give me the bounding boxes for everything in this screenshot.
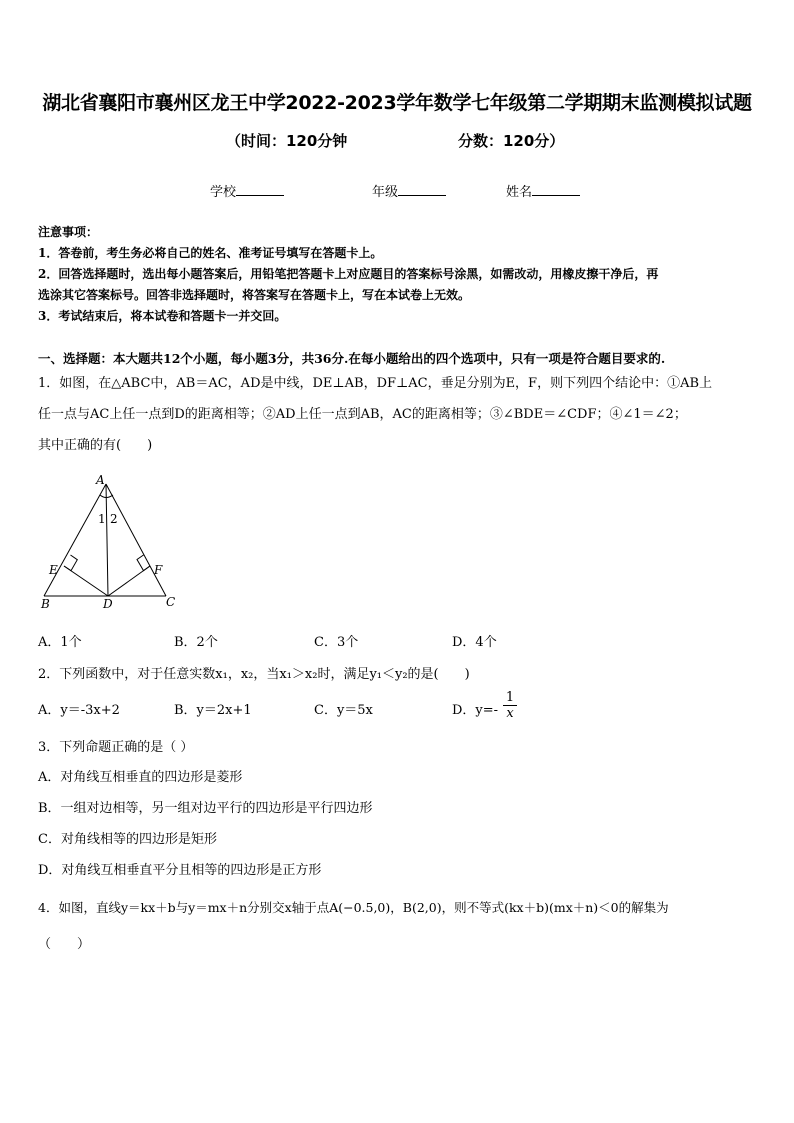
q1-option-d: D．4个 (452, 635, 497, 650)
school-field (210, 181, 284, 200)
label-a: A (96, 473, 105, 487)
label-c: C (166, 595, 176, 609)
label-d: D (103, 597, 113, 611)
q3-option-c: C．对角线相等的四边形是矩形 (38, 832, 217, 847)
q2-option-d (452, 701, 498, 721)
grade-label: 年级 (372, 185, 399, 200)
q2-option-c: C．y＝5x (314, 703, 373, 718)
side-ac (106, 484, 166, 596)
q2-option-b: B．y＝2x+1 (174, 703, 252, 718)
label-f: F (154, 563, 163, 577)
exam-title: 湖北省襄阳市襄州区龙王中学2022-2023学年数学七年级第二学期期末监测模拟试题 (42, 92, 752, 114)
name-blank (532, 183, 580, 196)
q4-stem: 4．如图，直线y＝kx＋b与y＝mx＋n分别交x轴于点A(−0.5,0)，B(2,0)，则不等式(kx＋b)(mx＋n)＜0的解集为 (38, 900, 669, 915)
name-field (506, 181, 580, 200)
q3-option-d: D．对角线互相垂直平分且相等的四边形是正方形 (38, 863, 322, 878)
median-ad (106, 484, 108, 596)
fraction-numerator: 1 (503, 690, 517, 706)
right-angle-mark-e (64, 555, 77, 571)
note-item: 选涂其它答案标号。回答非选择题时，将答案写在答题卡上，写在本试卷上无效。 (38, 288, 471, 302)
fraction-denominator: x (506, 706, 514, 721)
section-heading: 一、选择题：本大题共12个小题，每小题3分，共36分.在每小题给出的四个选项中，只有一项是符合题目要求的. (38, 351, 666, 366)
q3-option-b: B．一组对边相等，另一组对边平行的四边形是平行四边形 (38, 801, 373, 816)
q1-option-a: A．1个 (38, 635, 82, 650)
side-ab (44, 484, 106, 596)
q2-option-d-prefix: D．y=- (452, 703, 499, 718)
label-b: B (41, 597, 50, 611)
grade-field (372, 181, 446, 200)
name-label: 姓名 (506, 185, 533, 200)
school-blank (236, 183, 284, 196)
label-angle-2: 2 (110, 512, 118, 526)
q3-option-a: A．对角线互相垂直的四边形是菱形 (38, 770, 243, 785)
exam-time: （时间：120分钟 (226, 132, 348, 150)
q4-answer-paren: （ ） (38, 937, 91, 952)
note-item: 1．答卷前，考生务必将自己的姓名、准考证号填写在答题卡上。 (38, 246, 383, 260)
label-angle-1: 1 (98, 512, 106, 526)
exam-score: 分数：120分） (458, 132, 565, 150)
note-item: 3．考试结束后，将本试卷和答题卡一并交回。 (38, 309, 287, 323)
q1-option-c: C．3个 (314, 635, 359, 650)
q2-option-a: A．y＝-3x+2 (38, 703, 120, 718)
q1-line: 任一点与AC上任一点到D的距离相等；②AD上任一点到AB，AC的距离相等；③∠BDE＝∠CDF；④∠1＝∠2； (38, 407, 687, 422)
triangle-figure (36, 470, 186, 615)
q2-stem: 2．下列函数中，对于任意实数x₁，x₂，当x₁＞x₂时，满足y₁＜y₂的是( ) (38, 667, 470, 682)
q1-line: 其中正确的有( ) (38, 438, 153, 453)
note-item: 2．回答选择题时，选出每小题答案后，用铅笔把答题卡上对应题目的答案标号涂黑，如需改动，用橡皮擦干净后，再 (38, 267, 659, 281)
grade-blank (398, 183, 446, 196)
q3-stem: 3．下列命题正确的是（ ） (38, 740, 194, 755)
school-label: 学校 (210, 185, 237, 200)
q1-line: 1．如图，在△ABC中，AB＝AC，AD是中线，DE⊥AB，DF⊥AC，垂足分别为E，F，则下列四个结论中：①AB上 (38, 376, 713, 391)
q1-option-b: B．2个 (174, 635, 218, 650)
notes-heading: 注意事项： (38, 225, 99, 239)
label-e: E (49, 563, 58, 577)
q2-option-d-fraction (503, 690, 517, 721)
